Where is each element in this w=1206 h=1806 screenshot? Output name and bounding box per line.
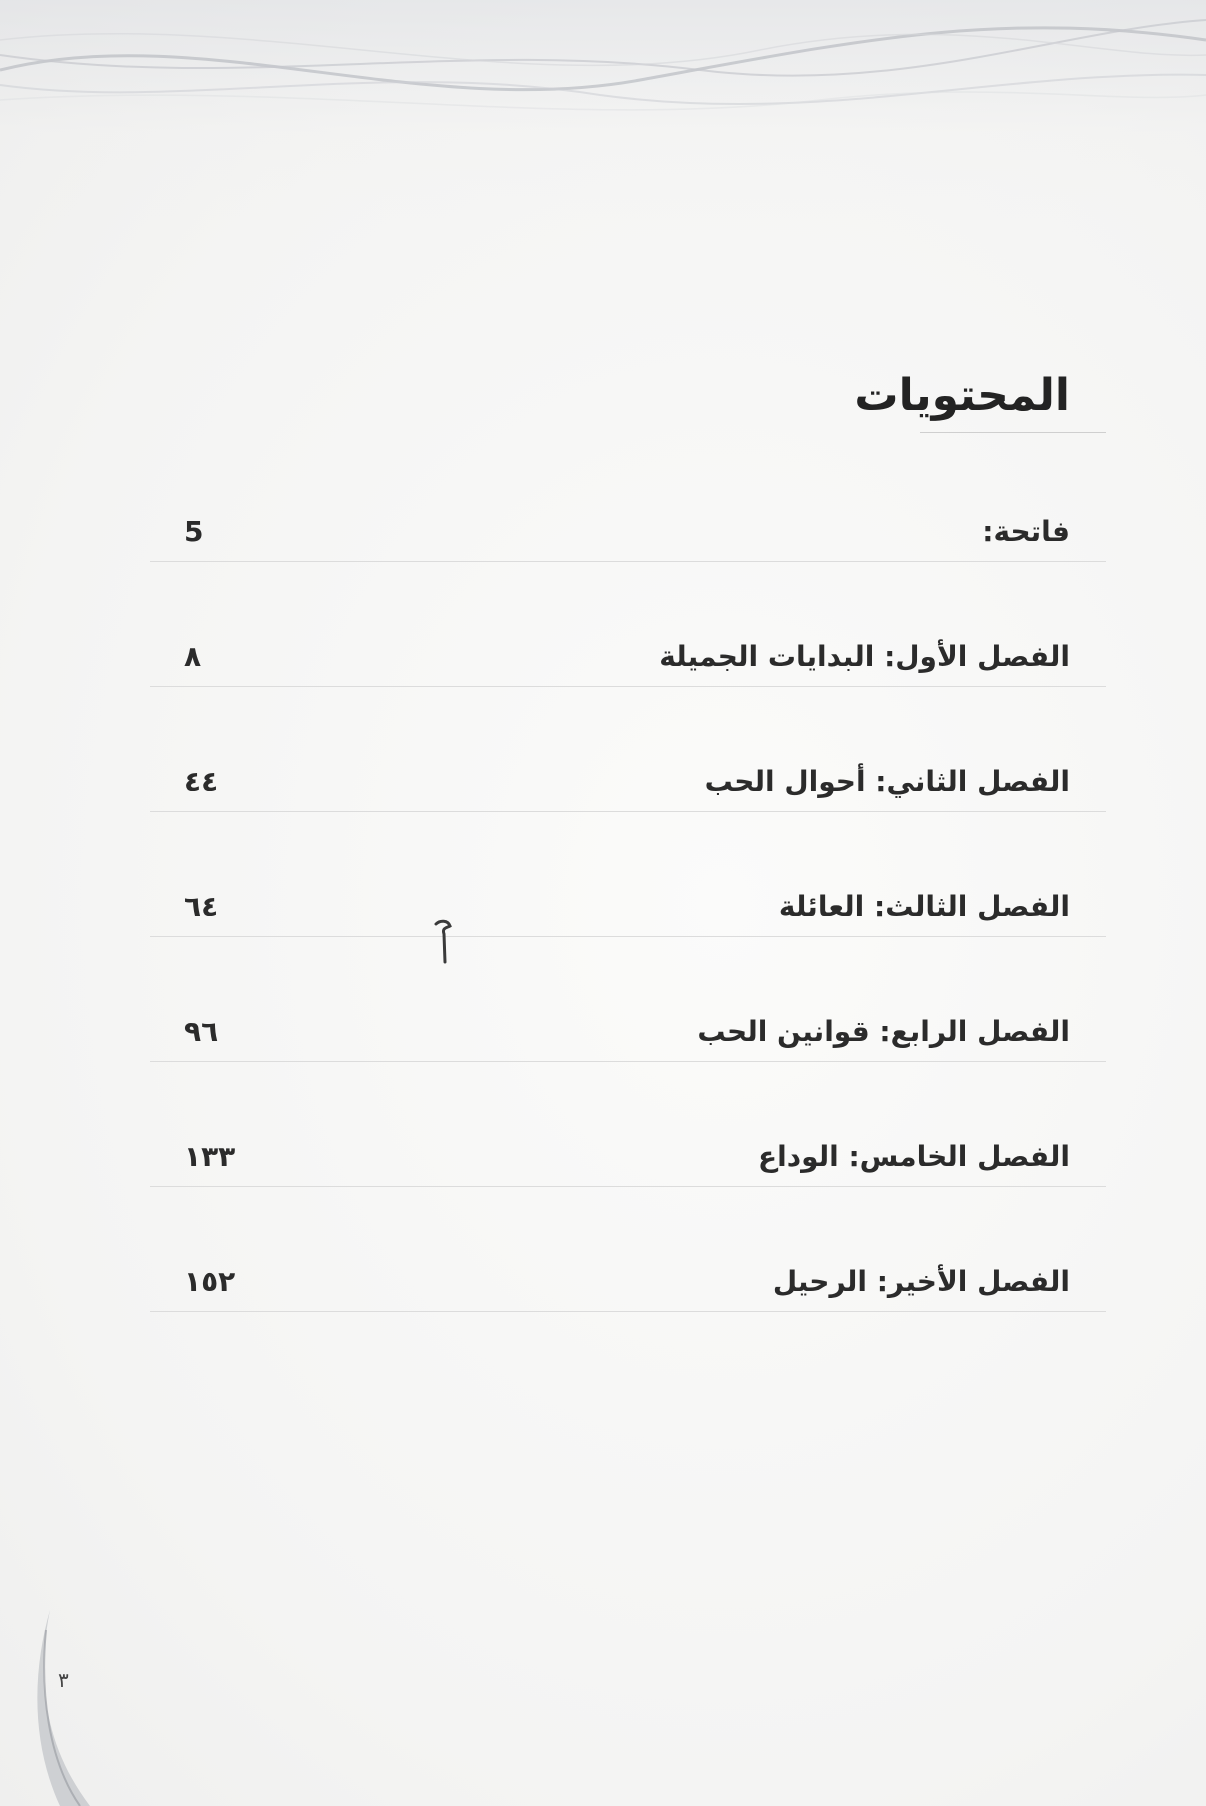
- table-of-contents: [150, 495, 1106, 1370]
- toc-page-number: ٦٤: [184, 890, 219, 923]
- toc-chapter-title: فاتحة:: [982, 515, 1070, 548]
- toc-entry[interactable]: [150, 745, 1106, 870]
- title-divider: [920, 432, 1106, 433]
- toc-entry[interactable]: [150, 870, 1106, 995]
- toc-page-number: ١٥٢: [184, 1265, 236, 1298]
- toc-entry[interactable]: [150, 1245, 1106, 1370]
- page-number: ٣: [58, 1668, 69, 1692]
- toc-entry[interactable]: [150, 995, 1106, 1120]
- toc-chapter-title: الفصل الثاني: أحوال الحب: [704, 765, 1070, 798]
- toc-chapter-title: الفصل الثالث: العائلة: [778, 890, 1070, 923]
- toc-chapter-title: الفصل الأول: البدايات الجميلة: [659, 640, 1070, 673]
- page-title: المحتويات: [854, 370, 1070, 421]
- toc-chapter-title: الفصل الخامس: الوداع: [757, 1140, 1070, 1173]
- toc-page-number: ٤٤: [184, 765, 219, 798]
- toc-page-number: ٨: [184, 640, 202, 673]
- toc-page-number: 5: [184, 515, 204, 548]
- header-wave-decoration: [0, 0, 1206, 200]
- toc-page-number: ٩٦: [184, 1015, 219, 1048]
- toc-entry[interactable]: [150, 620, 1106, 745]
- ink-smudge: [432, 918, 456, 968]
- toc-entry[interactable]: [150, 1120, 1106, 1245]
- toc-chapter-title: الفصل الرابع: قوانين الحب: [697, 1015, 1070, 1048]
- toc-entry[interactable]: [150, 495, 1106, 620]
- toc-chapter-title: الفصل الأخير: الرحيل: [772, 1265, 1070, 1298]
- toc-page-number: ١٣٣: [184, 1140, 236, 1173]
- corner-wave-decoration: [0, 1610, 120, 1806]
